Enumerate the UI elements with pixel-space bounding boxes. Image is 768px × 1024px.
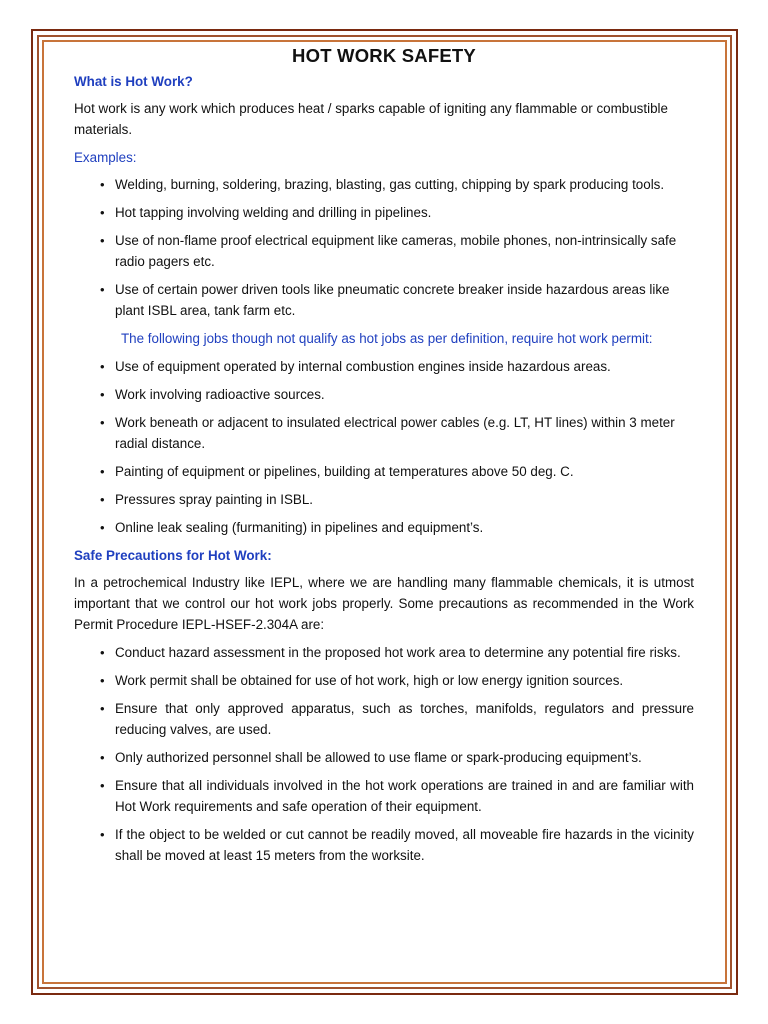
permit-jobs-list (74, 356, 694, 538)
list-item (74, 747, 694, 768)
page-title: HOT WORK SAFETY (292, 45, 476, 66)
section-heading-safe-precautions: Safe Precautions for Hot Work: (74, 548, 272, 563)
bullet-icon: • (100, 205, 105, 220)
list-item-text: Work beneath or adjacent to insulated electrical power cables (e.g. LT, HT lines) within 3 meter radial distance. (115, 415, 675, 451)
precautions-list (74, 642, 694, 866)
list-item-text: Work involving radioactive sources. (115, 387, 325, 402)
list-item (74, 384, 694, 405)
list-item (74, 230, 694, 272)
bullet-icon: • (100, 492, 105, 507)
bullet-icon: • (100, 827, 105, 842)
bullet-icon: • (100, 233, 105, 248)
list-item-text: Only authorized personnel shall be allowed to use flame or spark-producing equipment’s. (115, 750, 642, 765)
list-item (74, 174, 694, 195)
bullet-icon: • (100, 778, 105, 793)
list-item-text: Online leak sealing (furmaniting) in pipelines and equipment’s. (115, 520, 484, 535)
bullet-icon: • (100, 177, 105, 192)
bullet-icon: • (100, 415, 105, 430)
bullet-icon: • (100, 750, 105, 765)
precautions-intro-paragraph: In a petrochemical Industry like IEPL, where we are handling many flammable chemicals, it is utmost important that we control our hot work jobs properly. Some precautions as recommended in the Work Permit Procedure IEPL-HSEF-2.304A are: (74, 575, 694, 632)
bullet-icon: • (100, 359, 105, 374)
list-item (74, 202, 694, 223)
bullet-icon: • (100, 673, 105, 688)
list-item-text: Ensure that only approved apparatus, such as torches, manifolds, regulators and pressure reducing valves, are used. (115, 701, 694, 737)
list-item-text: Painting of equipment or pipelines, building at temperatures above 50 deg. C. (115, 464, 574, 479)
list-item (74, 279, 694, 321)
list-item-text: Welding, burning, soldering, brazing, blasting, gas cutting, chipping by spark producing tools. (115, 177, 665, 192)
list-item (74, 775, 694, 817)
list-item-text: Work permit shall be obtained for use of hot work, high or low energy ignition sources. (115, 673, 624, 688)
list-item (74, 356, 694, 377)
list-item (74, 489, 694, 510)
list-item (74, 461, 694, 482)
list-item (74, 670, 694, 691)
bullet-icon: • (100, 645, 105, 660)
list-item (74, 642, 694, 663)
list-item-text: Conduct hazard assessment in the proposed hot work area to determine any potential fire risks. (115, 645, 681, 660)
list-item (74, 698, 694, 740)
bullet-icon: • (100, 701, 105, 716)
permit-note: The following jobs though not qualify as hot jobs as per definition, require hot work permit: (121, 331, 653, 346)
list-item-text: Ensure that all individuals involved in the hot work operations are trained in and are familiar with Hot Work requirements and safe operation of their equipment. (115, 778, 694, 814)
list-item-text: If the object to be welded or cut cannot be readily moved, all moveable fire hazards in the vicinity shall be moved at least 15 meters from the worksite. (115, 827, 694, 863)
section-heading-what-is-hot-work: What is Hot Work? (74, 74, 193, 89)
list-item-text: Use of certain power driven tools like pneumatic concrete breaker inside hazardous areas like plant ISBL area, tank farm etc. (115, 282, 670, 318)
list-item-text: Pressures spray painting in ISBL. (115, 492, 313, 507)
list-item-text: Use of non-flame proof electrical equipment like cameras, mobile phones, non-intrinsically safe radio pagers etc. (115, 233, 677, 269)
list-item-text: Hot tapping involving welding and drilling in pipelines. (115, 205, 432, 220)
list-item (74, 824, 694, 866)
list-item-text: Use of equipment operated by internal combustion engines inside hazardous areas. (115, 359, 611, 374)
document-body (74, 44, 694, 873)
bullet-icon: • (100, 387, 105, 402)
bullet-icon: • (100, 520, 105, 535)
definition-paragraph: Hot work is any work which produces heat / sparks capable of igniting any flammable or combustible materials. (74, 101, 668, 137)
bullet-icon: • (100, 282, 105, 297)
examples-label: Examples: (74, 150, 137, 165)
list-item (74, 517, 694, 538)
list-item (74, 412, 694, 454)
examples-list (74, 174, 694, 321)
bullet-icon: • (100, 464, 105, 479)
